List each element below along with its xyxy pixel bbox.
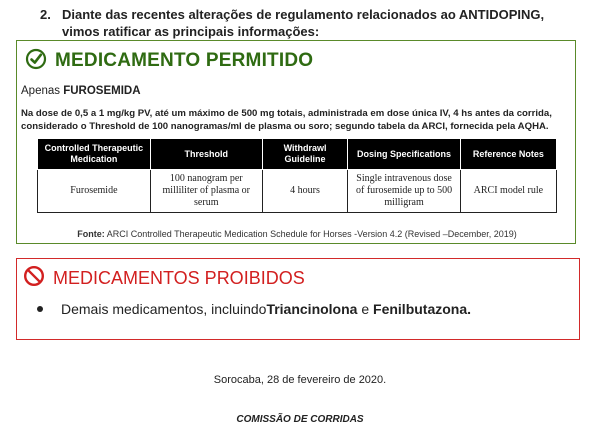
- prohibited-header: [23, 265, 305, 291]
- prohibited-list-item: [37, 301, 471, 317]
- table-header-cell: Controlled Therapeutic Medication: [38, 139, 151, 170]
- bullet-icon: [37, 306, 43, 312]
- committee-signature: COMISSÃO DE CORRIDAS: [236, 414, 364, 425]
- source-label: Fonte:: [77, 229, 105, 239]
- only-prefix: Apenas: [21, 85, 64, 97]
- table-cell: 4 hours: [262, 170, 348, 213]
- prohibited-conjunction: e: [357, 301, 374, 317]
- permitted-header: [25, 49, 313, 73]
- prohibited-title: MEDICAMENTOS PROIBIDOS: [53, 267, 305, 288]
- item-heading: [40, 6, 585, 40]
- permitted-box: [16, 40, 576, 244]
- only-drug: FUROSEMIDA: [63, 85, 141, 97]
- table-cell: ARCI model rule: [460, 170, 556, 213]
- table-cell: Furosemide: [38, 170, 151, 213]
- source-note: [17, 229, 577, 239]
- table-header-row: [38, 139, 557, 170]
- prohibited-text-prefix: Demais medicamentos, incluindo: [61, 301, 267, 317]
- dose-text: Na dose de 0,5 a 1 mg/kg PV, até um máximo de 500 mg totais, administrada em dose única IV, 4 hs antes da corrida, considerado o Threshold de 100 nanogramas/ml de plasma ou soro; segundo tabela da ARCI, fornecida pela AQHA.: [21, 108, 552, 132]
- no-entry-icon: [23, 265, 45, 292]
- prohibited-box: [16, 258, 580, 340]
- source-text: ARCI Controlled Therapeutic Medication Schedule for Horses -Version 4.2 (Revised –December, 2019): [104, 229, 517, 239]
- medication-table: [37, 138, 557, 213]
- table-header-cell: Threshold: [150, 139, 262, 170]
- only-line: [21, 85, 141, 97]
- table-cell: 100 nanogram per milliliter of plasma or serum: [150, 170, 262, 213]
- table-cell: Single intravenous dose of furosemide up to 500 milligram: [348, 170, 460, 213]
- place-date: Sorocaba, 28 de fevereiro de 2020.: [213, 374, 387, 386]
- permitted-title: MEDICAMENTO PERMITIDO: [55, 50, 314, 71]
- prohibited-drug-2: Fenilbutazona.: [373, 301, 472, 317]
- table-header-cell: Dosing Specifications: [348, 139, 460, 170]
- table-row: [38, 170, 557, 213]
- check-circle-icon: [25, 48, 47, 75]
- item-number: 2.: [40, 7, 51, 22]
- item-text: Diante das recentes alterações de regulamento relacionados ao ANTIDOPING, vimos ratificar as principais informações:: [62, 7, 545, 39]
- table-header-cell: Reference Notes: [460, 139, 556, 170]
- table-header-cell: Withdrawl Guideline: [262, 139, 348, 170]
- prohibited-drug-1: Triancinolona: [266, 301, 358, 317]
